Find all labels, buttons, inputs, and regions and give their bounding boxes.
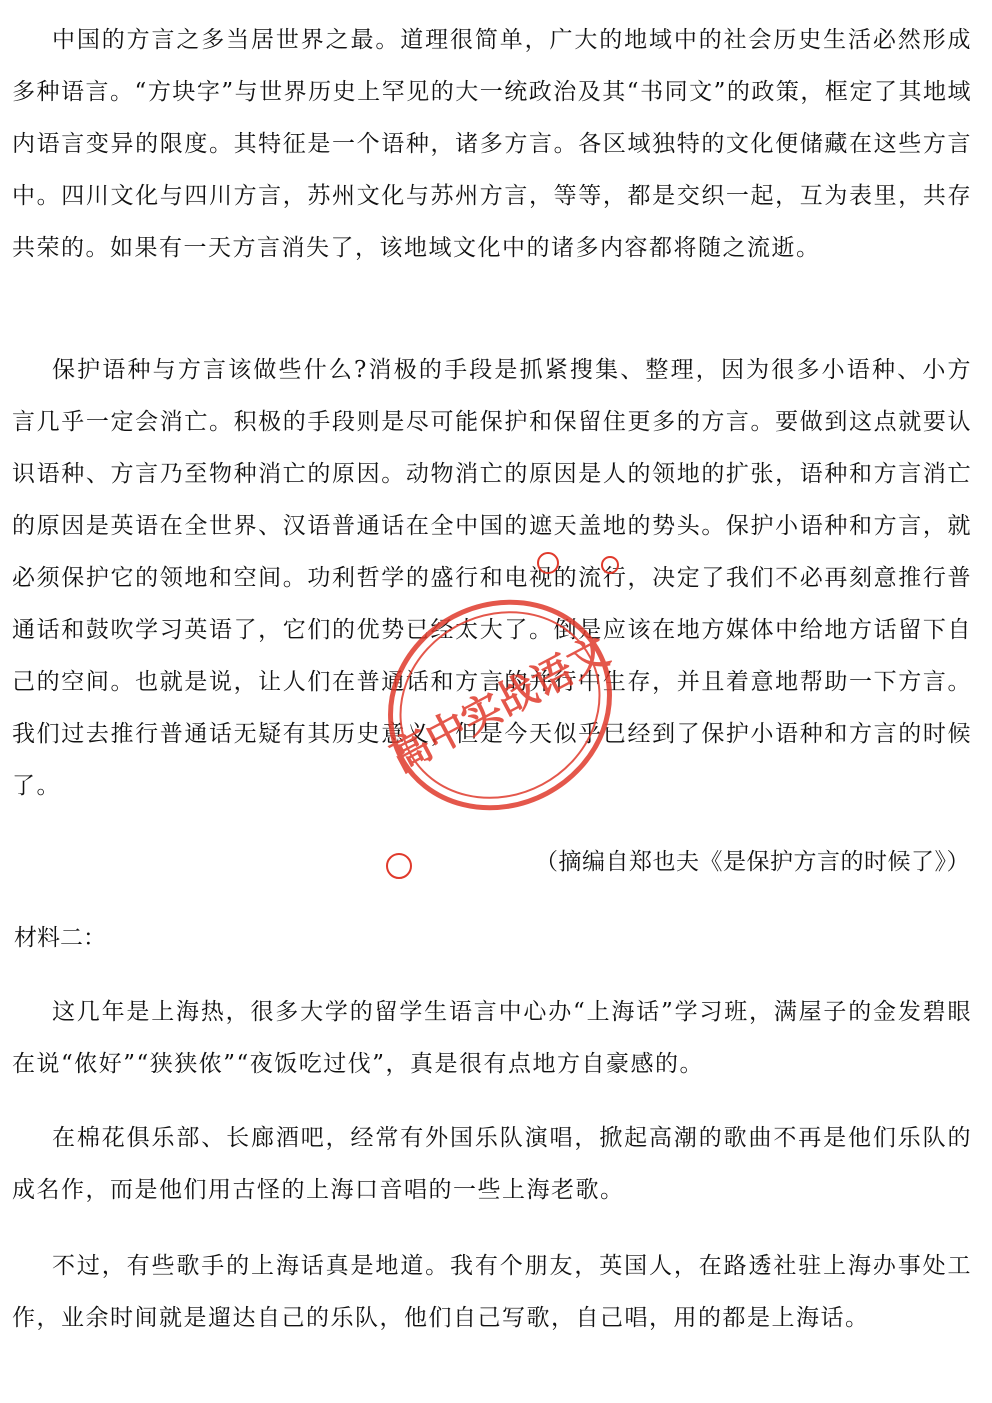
material-one-paragraph-2: 保护语种与方言该做些什么?消极的手段是抓紧搜集、整理，因为很多小语种、小方言几乎一定会消亡。积极的手段则是尽可能保护和保留住更多的方言。要做到这点就要认识语种、方言乃至物种消亡的原因。动物消亡的原因是人的领地的扩张，语种和方言消亡的原因是英语在全世界、汉语普通话在全中国的遮天盖地的势头。保护小语种和方言，就必须保护它的领地和空间。功利哲学的盛行和电视的流行，决定了我们不必再刻意推行普通话和鼓吹学习英语了，它们的优势已经太大了。倒是应该在地方媒体中给地方话留下自己的空间。也就是说，让人们在普通话和方言的并行中生存，并且着意地帮助一下方言。我们过去推行普通话无疑有其历史意义，但是今天似乎已经到了保护小语种和方言的时候了。 (12, 357, 972, 799)
material-two-heading: 材料二： (14, 925, 106, 951)
material-two-paragraph-2: 在棉花俱乐部、长廊酒吧，经常有外国乐队演唱，掀起高潮的歌曲不再是他们乐队的成名作，而是他们用古怪的上海口音唱的一些上海老歌。 (12, 1125, 972, 1203)
stamp-text: 高中实战语文 (383, 628, 617, 782)
material-two-paragraph-3: 不过，有些歌手的上海话真是地道。我有个朋友，英国人，在路透社驻上海办事处工作，业余时间就是遛达自己的乐队，他们自己写歌，自己唱，用的都是上海话。 (12, 1253, 972, 1331)
material-two-paragraph-1: 这几年是上海热，很多大学的留学生语言中心办“上海话”学习班，满屋子的金发碧眼在说“侬好”“狭狭侬”“夜饭吃过伐”，真是很有点地方自豪感的。 (12, 999, 972, 1077)
material-one-paragraph-1: 中国的方言之多当居世界之最。道理很简单，广大的地域中的社会历史生活必然形成多种语言。“方块字”与世界历史上罕见的大一统政治及其“书同文”的政策，框定了其地域内语言变异的限度。其特征是一个语种，诸多方言。各区域独特的文化便储藏在这些方言中。四川文化与四川方言，苏州文化与苏州方言，等等，都是交织一起，互为表里，共存共荣的。如果有一天方言消失了，该地域文化中的诸多内容都将随之流逝。 (12, 27, 972, 261)
source-citation: （摘编自郑也夫《是保护方言的时候了》） (535, 849, 970, 875)
red-circle-mark (386, 853, 412, 879)
